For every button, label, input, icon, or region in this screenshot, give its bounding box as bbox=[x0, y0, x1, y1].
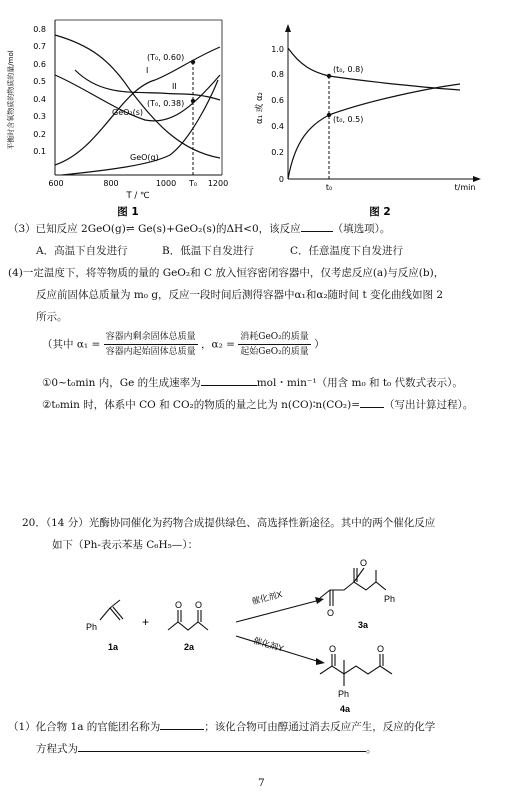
figure-1-chart bbox=[0, 0, 260, 218]
molecule-4a-o-left: O bbox=[329, 644, 337, 654]
fig1-ytick: 0.5 bbox=[33, 77, 46, 86]
label-4a: 4a bbox=[340, 704, 351, 714]
q20-1-line1 bbox=[8, 720, 435, 734]
fig2-xlabel: t/min bbox=[454, 183, 476, 192]
q20-line1: 20．（14 分）光酶协同催化为药物合成提供绿色、高选择性新途径。其中的两个催化反应 bbox=[22, 517, 436, 529]
q4-def-sep: ，α₂ = bbox=[200, 338, 235, 351]
figure-2-chart bbox=[250, 0, 523, 218]
q4-line1: (4)一定温度下，将等物质的量的 GeO₂和 C 放入恒容密闭容器中，仅考虑反应(a)与反应(b)， bbox=[8, 267, 445, 279]
fig1-label-GeO: GeO(g) bbox=[130, 153, 159, 162]
q20-1-line2-b: 。 bbox=[366, 743, 377, 755]
fig2-ytick: 1.0 bbox=[271, 45, 284, 54]
q4-sub2-b: （写出计算过程）。 bbox=[384, 399, 474, 411]
molecule-2a bbox=[168, 610, 208, 630]
fig2-label-point-lower: (t₀, 0.5) bbox=[333, 115, 364, 124]
fig1-xtick: 600 bbox=[48, 179, 64, 188]
molecule-3a-ph: Ph bbox=[384, 594, 396, 604]
fig1-caption: 图 1 bbox=[117, 206, 139, 218]
fig1-curve-rising bbox=[55, 47, 220, 165]
label-3a: 3a bbox=[358, 620, 369, 630]
fig2-ytick: 0.4 bbox=[271, 122, 284, 131]
q4-sub1-b: mol・min⁻¹（用含 m₀ 和 t₀ 代数式表示）。 bbox=[256, 377, 463, 389]
q20-1-line2 bbox=[36, 742, 377, 756]
fig1-yticks bbox=[33, 25, 46, 156]
catalyst-x-label: 催化剂X bbox=[250, 589, 284, 607]
molecule-4a-o-right: O bbox=[377, 644, 385, 654]
q4-line3: 所示。 bbox=[36, 311, 68, 323]
fig2-ytick: 0.2 bbox=[271, 148, 284, 157]
fig1-label-GeO2: GeO₂(s) bbox=[112, 108, 144, 117]
q20-1-line2-a: 方程式为 bbox=[36, 743, 78, 755]
fig1-xlabel: T / ℃ bbox=[126, 191, 150, 201]
fig1-ytick: 0.2 bbox=[33, 130, 46, 139]
q4-sub2-blank[interactable] bbox=[360, 407, 384, 408]
fig1-curve-I bbox=[55, 35, 220, 158]
fig2-point-lower bbox=[327, 113, 331, 117]
q4-alpha2-den: 起始GeO₂的质量 bbox=[240, 347, 309, 357]
q4-alpha1-num: 容器内剩余固体总质量 bbox=[104, 330, 198, 345]
catalyst-y-label: 催化剂Y bbox=[252, 635, 285, 654]
q20-1-line1-a: （1）化合物 1a 的官能团名称为 bbox=[8, 721, 161, 733]
fig1-point-upper bbox=[191, 60, 195, 64]
q20-line2: 如下（Ph-表示苯基 C₆H₅—）： bbox=[52, 539, 199, 551]
fig1-xtick: T₀ bbox=[188, 179, 198, 188]
fig1-ytick: 0.1 bbox=[33, 147, 46, 156]
molecule-3a bbox=[320, 568, 386, 606]
fig1-ytick: 0.8 bbox=[33, 25, 46, 34]
fig1-xticks bbox=[48, 179, 228, 188]
molecule-2a-o-left: O bbox=[175, 600, 183, 610]
fig1-label-point-lower: (T₀, 0.38) bbox=[147, 99, 185, 108]
q20-1-line1-b: ；该化合物可由醇通过消去反应产生，反应的化学 bbox=[204, 721, 436, 733]
fig1-ytick: 0.4 bbox=[33, 95, 46, 104]
arrow-catalyst-x bbox=[236, 600, 320, 622]
fig1-ytick: 0.3 bbox=[33, 112, 46, 121]
plus-sign: + bbox=[142, 615, 150, 629]
q3-option-c: C．任意温度下自发进行 bbox=[290, 245, 404, 257]
q4-definition bbox=[42, 330, 325, 359]
q4-sub1-a: ①0~t₀min 内，Ge 的生成速率为 bbox=[42, 377, 201, 389]
q4-def-prefix: （其中 α₁ = bbox=[42, 338, 101, 351]
molecule-4a-ph: Ph bbox=[338, 689, 350, 699]
fig1-ylabel: 平衡时含氧物质的物质的量/mol bbox=[7, 50, 15, 150]
q4-line2: 反应前固体总质量为 m₀ g，反应一段时间后测得容器中α₁和α₂随时间 t 变化曲线如图 2 bbox=[36, 289, 444, 301]
fig1-ytick: 0.6 bbox=[33, 60, 46, 69]
fig1-point-lower bbox=[191, 99, 195, 103]
fig2-point-upper bbox=[327, 74, 331, 78]
fig2-ytick: 0.8 bbox=[271, 70, 284, 79]
fig2-ytick: 0 bbox=[278, 175, 284, 184]
q3-stem bbox=[8, 222, 390, 236]
fig2-label-point-upper: (t₀, 0.8) bbox=[333, 65, 364, 74]
molecule-1a-ph: Ph bbox=[86, 622, 98, 632]
molecule-1a bbox=[100, 600, 123, 620]
q3-option-a: A．高温下自发进行 bbox=[36, 245, 128, 257]
fig1-xtick: 1200 bbox=[207, 179, 229, 188]
fig2-curve-alpha2 bbox=[288, 84, 460, 179]
fig1-ytick: 0.7 bbox=[33, 42, 46, 51]
page-number: 7 bbox=[258, 777, 265, 789]
q4-alpha1-fraction bbox=[104, 330, 198, 359]
q4-alpha1-den: 容器内起始固体总质量 bbox=[105, 347, 196, 357]
q4-alpha2-num: 消耗GeO₂的质量 bbox=[238, 330, 311, 345]
q4-sub2 bbox=[42, 398, 473, 412]
fig1-xtick: 1000 bbox=[155, 179, 177, 188]
fig1-label-curve-I: I bbox=[146, 66, 149, 75]
fig2-ylabel: α₁ 或 α₂ bbox=[255, 92, 265, 124]
q3-option-b: B．低温下自发进行 bbox=[162, 245, 254, 257]
fig1-label-curve-II: II bbox=[172, 82, 177, 91]
q4-sub2-a: ②t₀min 时，体系中 CO 和 CO₂的物质的量之比为 n(CO)∶n(CO₂)= bbox=[42, 399, 361, 411]
q20-1-blank2[interactable] bbox=[78, 751, 366, 752]
q4-sub1 bbox=[42, 376, 463, 390]
q3-stem-a: （3）已知反应 2GeO(g)⇌ Ge(s)+GeO₂(s)的ΔH<0，该反应 bbox=[8, 223, 301, 235]
fig2-curve-alpha1 bbox=[288, 48, 460, 90]
molecule-4a bbox=[320, 654, 392, 686]
q3-stem-b: （填选项）。 bbox=[332, 223, 391, 235]
q4-alpha2-fraction bbox=[238, 330, 311, 359]
molecule-3a-o-top: O bbox=[360, 558, 368, 568]
label-2a: 2a bbox=[184, 642, 195, 652]
q3-answer-blank[interactable] bbox=[301, 231, 333, 232]
fig1-xtick: 800 bbox=[103, 179, 119, 188]
fig2-xtick: t₀ bbox=[325, 183, 333, 192]
fig2-ytick: 0.6 bbox=[271, 96, 284, 105]
fig1-label-point-upper: (T₀, 0.60) bbox=[147, 53, 185, 62]
q20-1-blank1[interactable] bbox=[160, 729, 204, 730]
label-1a: 1a bbox=[108, 642, 119, 652]
fig2-caption: 图 2 bbox=[369, 206, 391, 218]
q4-sub1-blank[interactable] bbox=[201, 385, 257, 386]
molecule-3a-o-bottom: O bbox=[327, 608, 335, 618]
reaction-scheme bbox=[0, 550, 523, 720]
q4-def-suffix: ） bbox=[314, 338, 325, 351]
fig2-yticks bbox=[271, 45, 284, 184]
molecule-2a-o-right: O bbox=[195, 600, 203, 610]
